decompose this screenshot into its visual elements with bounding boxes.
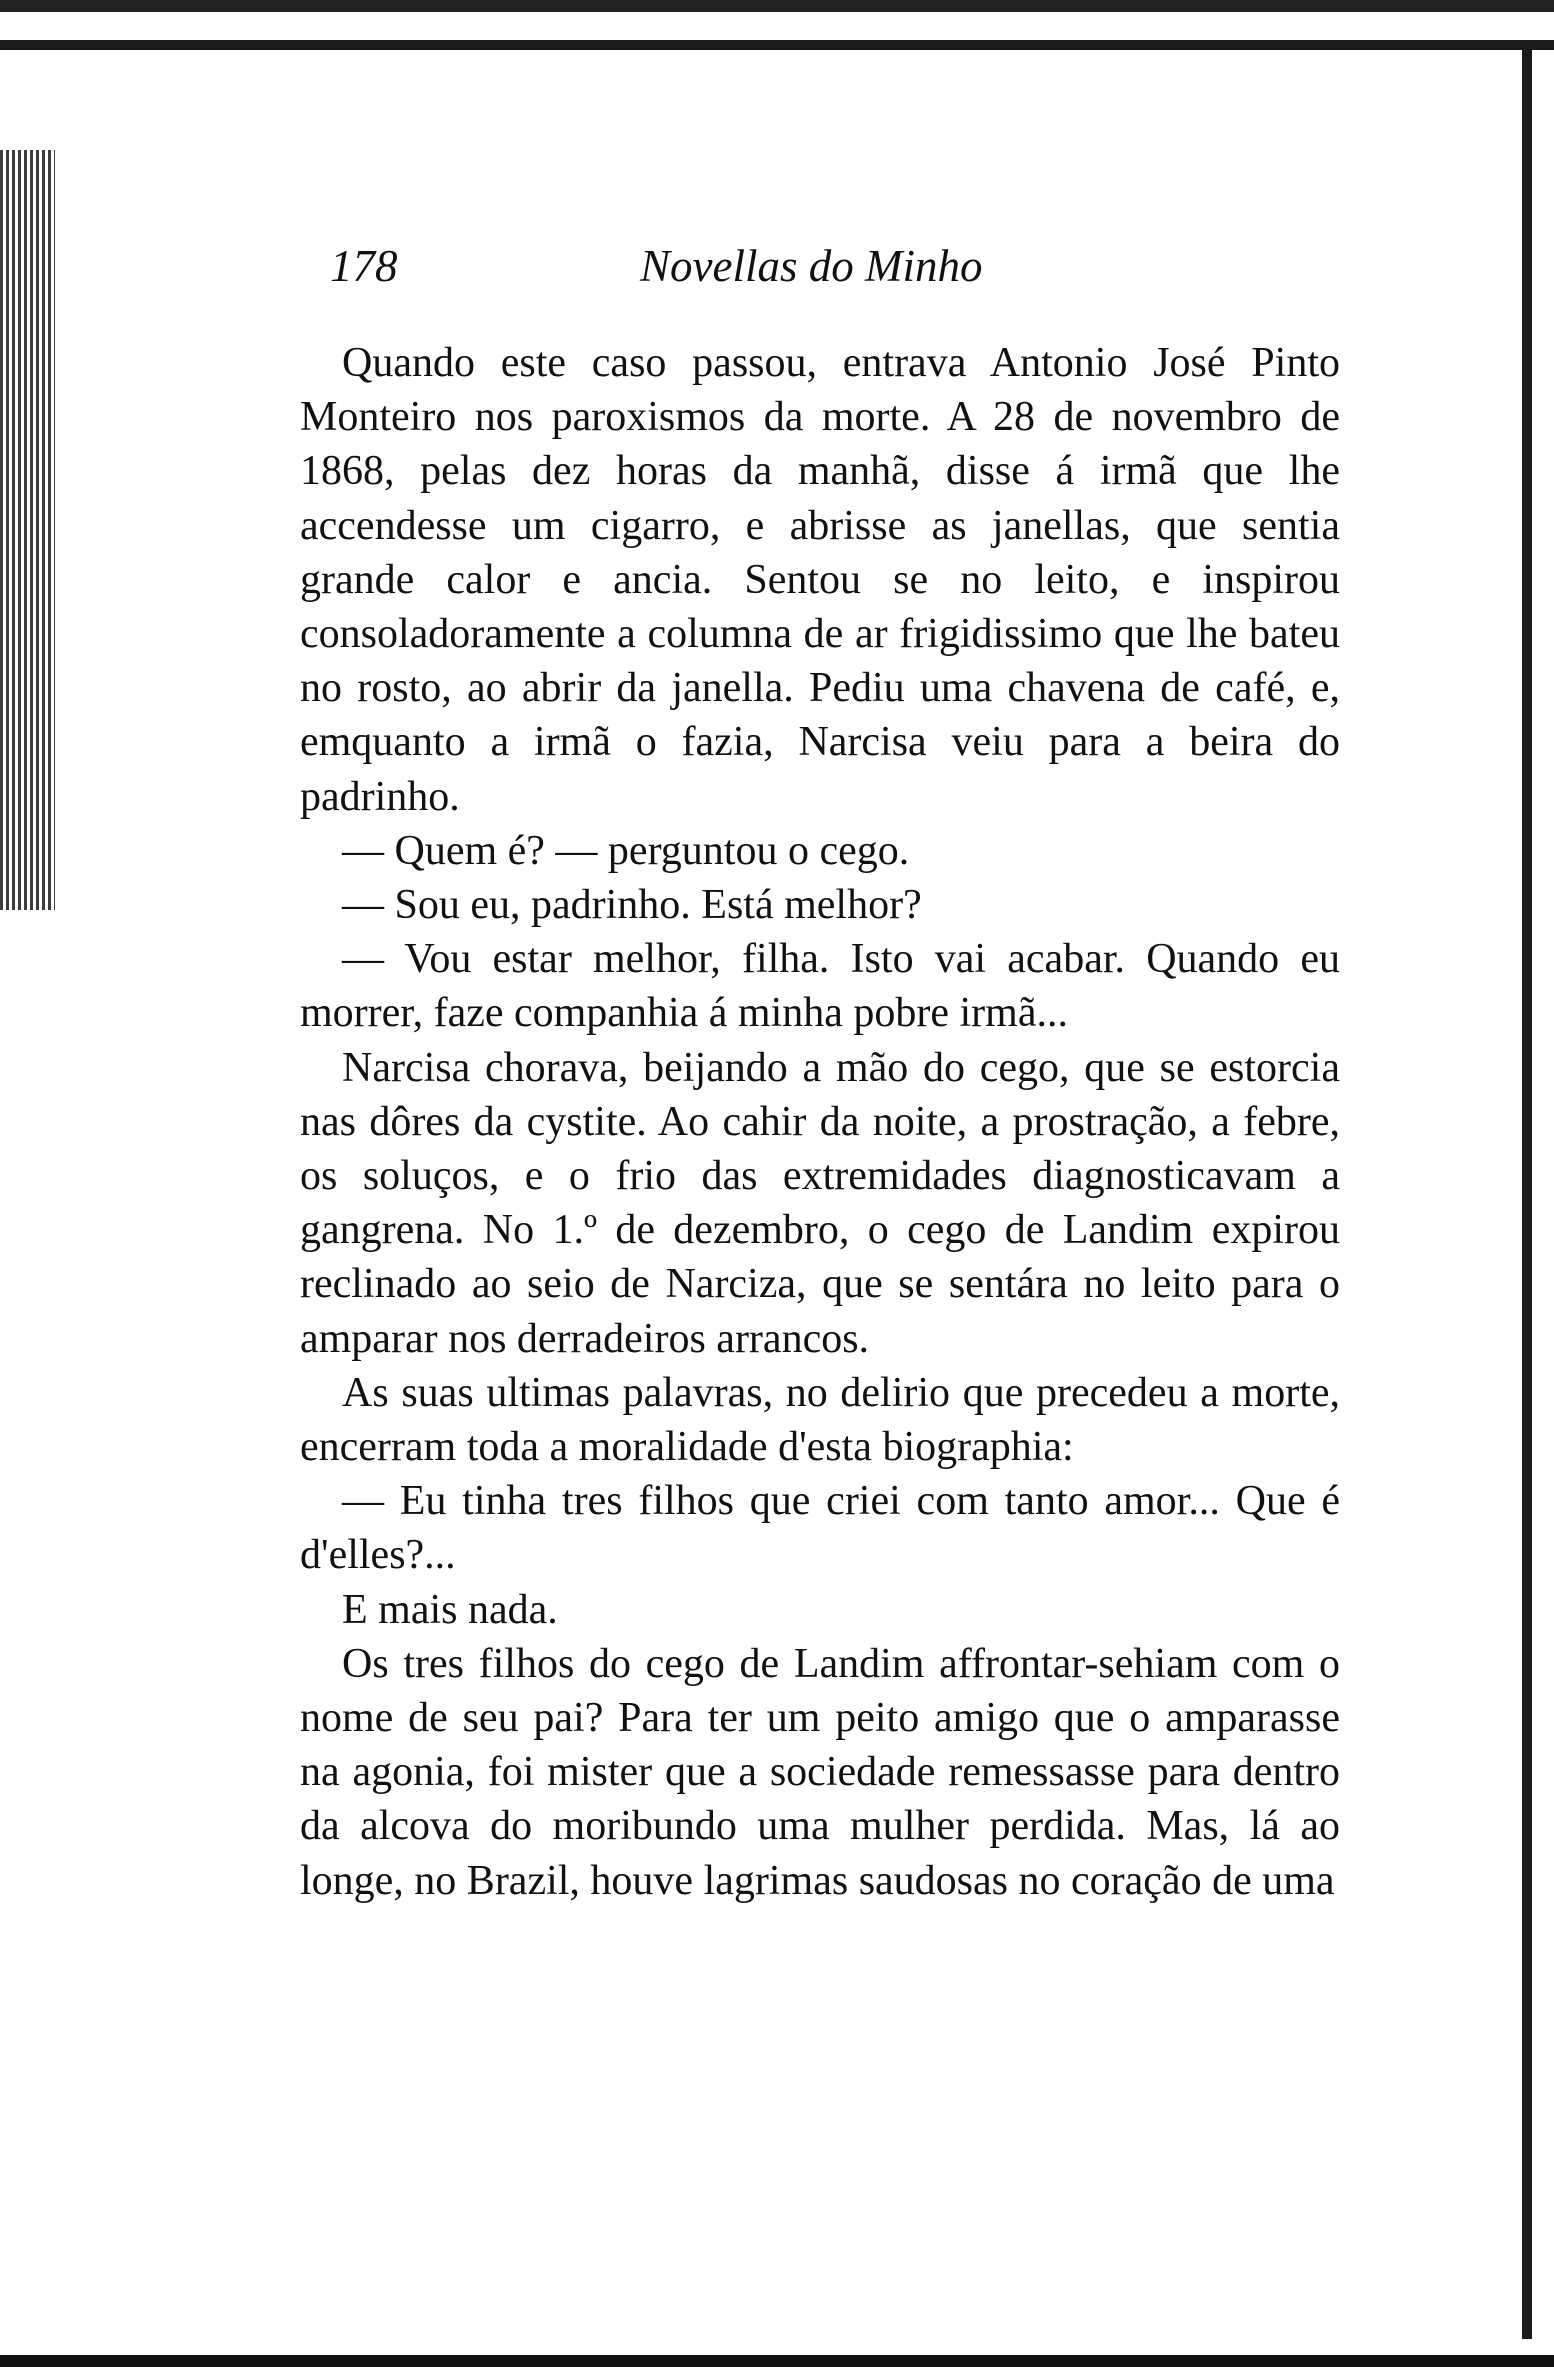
running-title: Novellas do Minho <box>640 241 983 291</box>
scan-edge-right <box>1522 40 1532 2340</box>
running-head <box>300 230 1340 300</box>
paragraph-5: Os tres filhos do cego de Landim affrontar-sehiam com o nome de seu pai? Para ter um peito amigo que o amparasse na agonia, foi mister que a sociedade remessasse para dentro da alcova do moribundo uma mulher perdida. Mas, lá ao longe, no Brazil, houve lagrimas saudosas no coração de uma <box>300 1640 1340 1904</box>
body-text <box>300 336 1340 1908</box>
scan-edge-left <box>0 150 55 910</box>
dialogue-line-2: — Sou eu, padrinho. Está melhor? <box>342 882 922 929</box>
scan-edge-top-band <box>0 0 1554 12</box>
dialogue-line-3: — Vou estar melhor, filha. Isto vai acabar. Quando eu morrer, faze companhia á minha pobre irmã... <box>300 936 1340 1037</box>
scan-edge-bottom <box>0 2339 1554 2367</box>
book-page <box>300 230 1340 1908</box>
dialogue-line-4: — Eu tinha tres filhos que criei com tanto amor... Que é d'elles?... <box>300 1478 1340 1579</box>
paragraph-1: Quando este caso passou, entrava Antonio José Pinto Monteiro nos paroxismos da morte. A 28 de novembro de 1868, pelas dez horas da manhã, disse á irmã que lhe accendesse um cigarro, e abrisse as janellas, que sentia grande calor e ancia. Sentou se no leito, e inspirou consoladoramente a columna de ar frigidissimo que lhe bateu no rosto, ao abrir da janella. Pediu uma chavena de café, e, emquanto a irmã o fazia, Narcisa veiu para a beira do padrinho. <box>300 340 1340 820</box>
paragraph-2: Narcisa chorava, beijando a mão do cego, que se estorcia nas dôres da cystite. Ao cahir da noite, a prostração, a febre, os soluços, e o frio das extremidades diagnosticavam a gangrena. No 1.º de dezembro, o cego de Landim expirou reclinado ao seio de Narciza, que se sentára no leito para o amparar nos derradeiros arrancos. <box>300 1044 1340 1362</box>
dialogue-line-1: — Quem é? — perguntou o cego. <box>342 827 910 874</box>
paragraph-4: E mais nada. <box>342 1586 558 1633</box>
page-number: 178 <box>330 241 398 291</box>
paragraph-3: As suas ultimas palavras, no delirio que precedeu a morte, encerram toda a moralidade d'esta biographia: <box>300 1369 1340 1471</box>
